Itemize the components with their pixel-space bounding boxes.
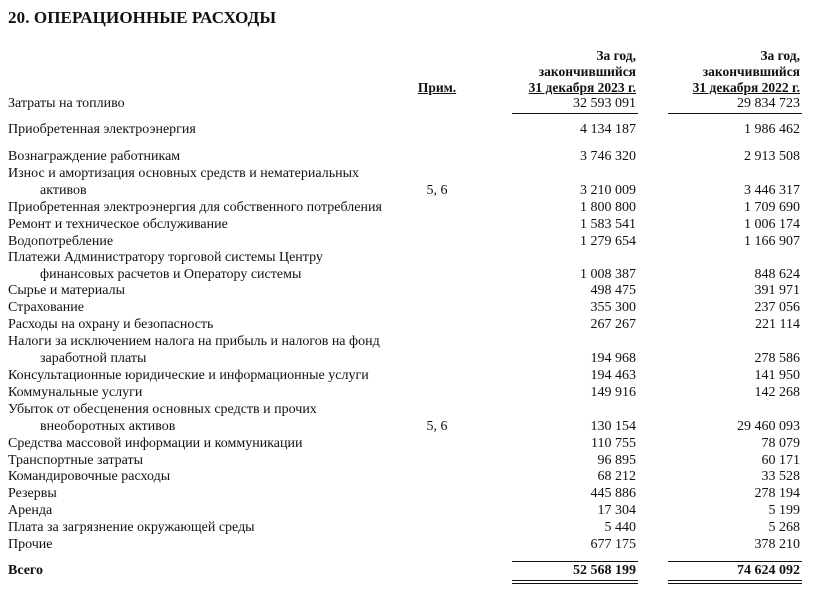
row-value-2023: 17 304	[597, 503, 636, 518]
column-header-2023-line3: 31 декабря 2023 г.	[528, 80, 636, 95]
row-value-2023: 110 755	[591, 436, 636, 451]
row-value-2022: 3 446 317	[744, 183, 800, 198]
row-value-2022: 5 199	[768, 503, 800, 518]
row-value-2023: 68 212	[597, 469, 636, 484]
row-label: Командировочные расходы	[8, 469, 171, 484]
row-value-2023: 130 154	[590, 419, 636, 434]
row-value-2023: 1 008 387	[580, 267, 636, 282]
row-value-2022: 60 171	[761, 453, 800, 468]
row-label: Консультационные юридические и информационные услуги	[8, 368, 369, 383]
row-value-2022: 141 950	[754, 368, 800, 383]
row-value-2022: 29 834 723	[737, 96, 800, 111]
total-rule-2022-bottom-2	[668, 583, 802, 584]
column-header-2022-line3: 31 декабря 2022 г.	[692, 80, 800, 95]
total-value-2022: 74 624 092	[737, 563, 800, 578]
row-value-2023: 1 800 800	[580, 200, 636, 215]
column-header-2023-line1: За год,	[596, 48, 636, 63]
row-value-2023: 5 440	[604, 520, 636, 535]
row-value-2022: 237 056	[754, 300, 800, 315]
total-rule-2022-bottom-1	[668, 580, 802, 581]
row-value-2022: 278 586	[754, 351, 800, 366]
row-label: Водопотребление	[8, 234, 114, 249]
row-value-2023: 4 134 187	[580, 122, 636, 137]
row-label: Затраты на топливо	[8, 96, 125, 111]
row-note: 5, 6	[426, 419, 448, 434]
row-label: Резервы	[8, 486, 57, 501]
row-label-continuation: активов	[40, 183, 87, 198]
row-label: Сырье и материалы	[8, 283, 126, 298]
row-value-2023: 677 175	[590, 537, 636, 552]
total-rule-2023-bottom-2	[512, 583, 638, 584]
section-title: 20. ОПЕРАЦИОННЫЕ РАСХОДЫ	[8, 8, 277, 27]
row-value-2022: 2 913 508	[744, 149, 800, 164]
total-rule-2023-top	[512, 561, 638, 562]
row-value-2022: 142 268	[754, 385, 800, 400]
row-label-continuation: внеоборотных активов	[40, 419, 176, 434]
row-value-2023: 267 267	[590, 317, 636, 332]
column-header-2023	[496, 48, 636, 96]
row-value-2023: 149 916	[590, 385, 636, 400]
row-value-2023: 3 210 009	[580, 183, 636, 198]
row-value-2022: 848 624	[754, 267, 800, 282]
row-label: Износ и амортизация основных средств и нематериальных	[8, 166, 359, 181]
row-value-2023: 96 895	[597, 453, 636, 468]
row-value-2023: 194 968	[590, 351, 636, 366]
row-value-2023: 445 886	[590, 486, 636, 501]
note-column-header: Прим.	[417, 80, 457, 95]
row-label: Приобретенная электроэнергия для собственного потребления	[8, 200, 382, 215]
column-header-2022-line2: закончившийся	[702, 64, 800, 79]
row-value-2023: 1 583 541	[580, 217, 636, 232]
row-value-2022: 278 194	[754, 486, 800, 501]
total-rule-2022-top	[668, 561, 802, 562]
row-value-2023: 3 746 320	[580, 149, 636, 164]
total-value-2023: 52 568 199	[573, 563, 636, 578]
row-value-2023: 194 463	[590, 368, 636, 383]
row-value-2023: 32 593 091	[573, 96, 636, 111]
first-row-rule-2022	[668, 113, 802, 114]
first-row-rule-2023	[512, 113, 638, 114]
row-label: Налоги за исключением налога на прибыль и налогов на фонд	[8, 334, 380, 349]
row-label-continuation: заработной платы	[40, 351, 147, 366]
row-value-2022: 1 166 907	[744, 234, 800, 249]
column-header-2022	[664, 48, 800, 96]
total-label: Всего	[8, 563, 43, 578]
total-rule-2023-bottom-1	[512, 580, 638, 581]
row-value-2023: 1 279 654	[580, 234, 636, 249]
row-value-2022: 29 460 093	[737, 419, 800, 434]
row-value-2023: 498 475	[590, 283, 636, 298]
row-label: Плата за загрязнение окружающей среды	[8, 520, 255, 535]
row-label: Расходы на охрану и безопасность	[8, 317, 214, 332]
row-value-2022: 1 709 690	[744, 200, 800, 215]
row-label: Платежи Администратору торговой системы Центру	[8, 250, 323, 265]
row-value-2022: 78 079	[761, 436, 800, 451]
row-label: Страхование	[8, 300, 84, 315]
column-header-2022-line1: За год,	[760, 48, 800, 63]
row-label: Прочие	[8, 537, 53, 552]
column-header-2023-line2: закончившийся	[538, 64, 636, 79]
row-value-2023: 355 300	[590, 300, 636, 315]
row-value-2022: 33 528	[761, 469, 800, 484]
row-label: Приобретенная электроэнергия	[8, 122, 196, 137]
row-value-2022: 1 006 174	[744, 217, 800, 232]
row-value-2022: 391 971	[754, 283, 800, 298]
row-value-2022: 378 210	[754, 537, 800, 552]
row-note: 5, 6	[426, 183, 448, 198]
row-label: Транспортные затраты	[8, 453, 144, 468]
row-label: Средства массовой информации и коммуникации	[8, 436, 303, 451]
row-value-2022: 5 268	[768, 520, 800, 535]
row-label: Аренда	[8, 503, 53, 518]
row-label: Коммунальные услуги	[8, 385, 143, 400]
row-label: Вознаграждение работникам	[8, 149, 181, 164]
row-label-continuation: финансовых расчетов и Оператору системы	[40, 267, 302, 282]
row-label: Убыток от обесценения основных средств и прочих	[8, 402, 317, 417]
row-value-2022: 1 986 462	[744, 122, 800, 137]
row-value-2022: 221 114	[755, 317, 800, 332]
row-label: Ремонт и техническое обслуживание	[8, 217, 228, 232]
